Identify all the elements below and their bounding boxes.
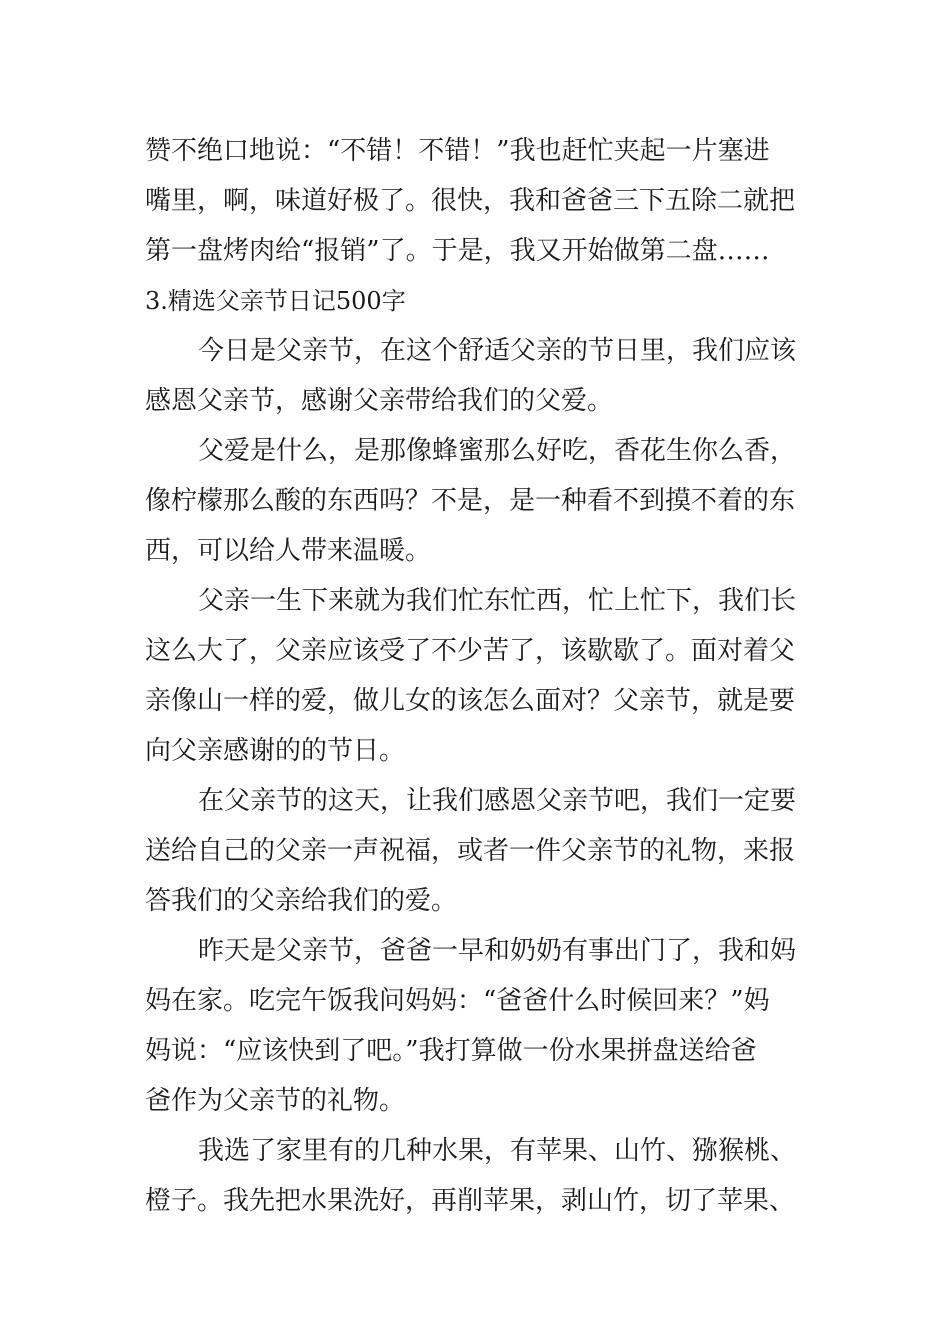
text-line: 嘴里，啊，味道好极了。很快，我和爸爸三下五除二就把 <box>145 186 796 216</box>
paragraph-5-line-2: 妈在家。吃完午饭我问妈妈：“爸爸什么时候回来？”妈 <box>145 986 770 1016</box>
text-line: 赞不绝口地说：“不错！不错！”我也赶忙夹起一片塞进 <box>145 136 770 166</box>
paragraph-5-line-1: 昨天是父亲节，爸爸一早和奶奶有事出门了，我和妈 <box>198 936 797 966</box>
paragraph-3-line-2: 这么大了，父亲应该受了不少苦了，该歇歇了。面对着父 <box>145 636 796 666</box>
paragraph-4-line-3: 答我们的父亲给我们的爱。 <box>145 886 458 916</box>
paragraph-2-line-3: 西，可以给人带来温暖。 <box>145 536 432 566</box>
paragraph-6-line-1: 我选了家里有的几种水果，有苹果、山竹、猕猴桃、 <box>198 1136 797 1166</box>
paragraph-3-line-1: 父亲一生下来就为我们忙东忙西，忙上忙下，我们长 <box>198 586 797 616</box>
paragraph-3-line-4: 向父亲感谢的的节日。 <box>145 736 406 766</box>
paragraph-4-line-1: 在父亲节的这天，让我们感恩父亲节吧，我们一定要 <box>198 786 797 816</box>
paragraph-6-line-2: 橙子。我先把水果洗好，再削苹果，剥山竹，切了苹果、 <box>145 1186 796 1216</box>
paragraph-5-line-3: 妈说：“应该快到了吧。”我打算做一份水果拼盘送给爸 <box>145 1036 757 1066</box>
paragraph-2-line-1: 父爱是什么，是那像蜂蜜那么好吃，香花生你么香， <box>198 436 797 466</box>
paragraph-5-line-4: 爸作为父亲节的礼物。 <box>145 1086 406 1116</box>
paragraph-1-line-1: 今日是父亲节，在这个舒适父亲的节日里，我们应该 <box>198 336 797 366</box>
document-body <box>145 126 815 1226</box>
text-line: 第一盘烤肉给“报销”了。于是，我又开始做第二盘…… <box>145 236 770 266</box>
paragraph-1-line-2: 感恩父亲节，感谢父亲带给我们的父爱。 <box>145 386 614 416</box>
section-heading: 3.精选父亲节日记500字 <box>145 287 406 315</box>
paragraph-3-line-3: 亲像山一样的爱，做儿女的该怎么面对？父亲节，就是要 <box>145 686 796 716</box>
paragraph-2-line-2: 像柠檬那么酸的东西吗？不是，是一种看不到摸不着的东 <box>145 486 796 516</box>
paragraph-4-line-2: 送给自己的父亲一声祝福，或者一件父亲节的礼物，来报 <box>145 836 796 866</box>
